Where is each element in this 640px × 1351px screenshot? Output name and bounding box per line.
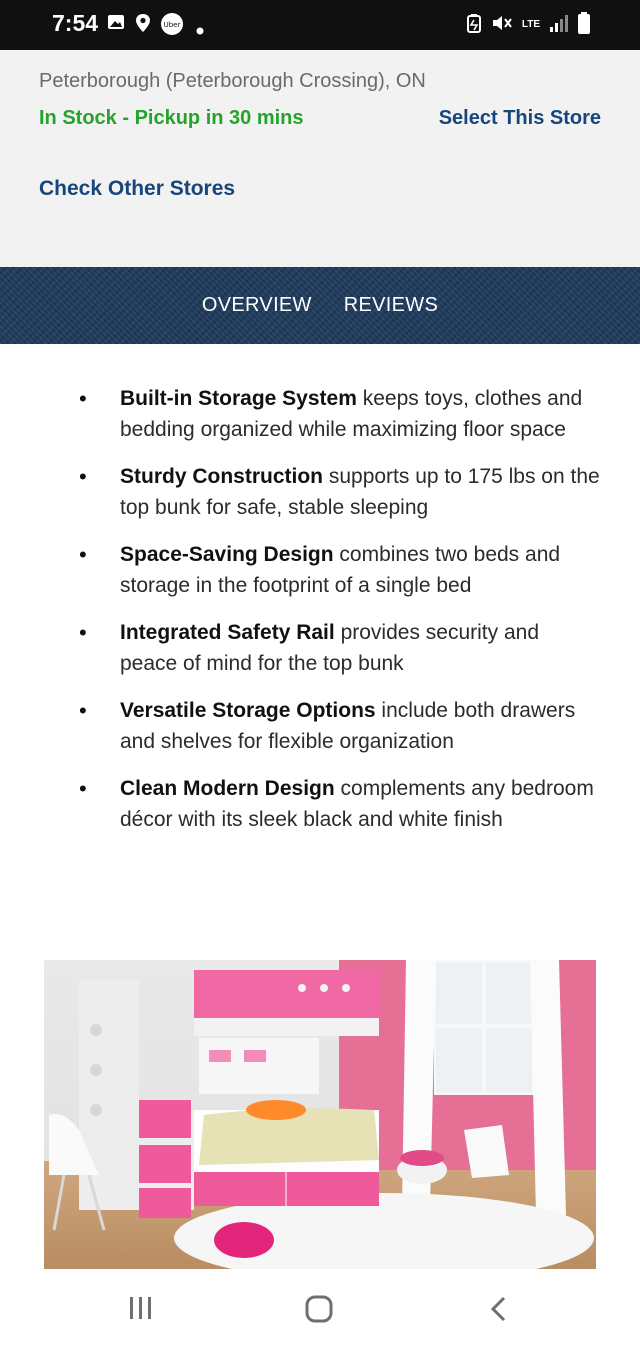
feature-title: Clean Modern Design <box>120 777 335 800</box>
mute-icon <box>491 13 513 37</box>
back-icon[interactable] <box>488 1295 508 1327</box>
lte-icon: LTE <box>521 19 540 30</box>
feature-text: supports up to 175 lbs on the top bunk for safe, stable sleeping <box>120 465 600 519</box>
feature-title: Integrated Safety Rail <box>120 621 335 644</box>
list-item <box>0 383 640 445</box>
product-image <box>44 960 596 1269</box>
select-store-link[interactable]: Select This Store <box>438 107 601 129</box>
uber-app-icon <box>160 12 184 40</box>
recent-apps-icon[interactable] <box>128 1295 154 1325</box>
list-item <box>0 461 640 523</box>
feature-list <box>0 383 640 851</box>
feature-text: include both drawers and shelves for flexible organization <box>120 699 576 753</box>
product-tabs <box>0 267 640 344</box>
feature-text: keeps toys, clothes and bedding organized while maximizing floor space <box>120 387 583 441</box>
tab-overview[interactable]: OVERVIEW <box>201 294 312 316</box>
feature-text: provides security and peace of mind for the top bunk <box>120 621 540 675</box>
signal-icon <box>549 13 569 37</box>
list-item <box>0 617 640 679</box>
system-nav-bar <box>0 1269 640 1351</box>
image-icon <box>107 13 125 35</box>
home-icon[interactable] <box>305 1295 333 1327</box>
feature-title: Versatile Storage Options <box>120 699 376 722</box>
status-time: 7:54 <box>52 10 99 36</box>
store-address: Peterborough (Peterborough Crossing), ON <box>39 70 426 92</box>
battery-icon <box>578 12 590 38</box>
bullet: • <box>79 464 87 489</box>
bunk-bed-illustration <box>44 960 596 1269</box>
list-item <box>0 773 640 835</box>
bullet: • <box>79 698 87 723</box>
feature-text: combines two beds and storage in the footprint of a single bed <box>120 543 561 597</box>
check-other-stores-link[interactable]: Check Other Stores <box>39 177 236 200</box>
uber-icon-label: Uber <box>163 21 181 29</box>
bullet: • <box>79 542 87 567</box>
bullet: • <box>79 620 87 645</box>
feature-title: Built-in Storage System <box>120 387 357 410</box>
store-panel <box>0 50 640 267</box>
status-right-icons <box>466 12 590 38</box>
feature-title: Space-Saving Design <box>120 543 334 566</box>
status-bar <box>0 0 640 50</box>
list-item <box>0 539 640 601</box>
feature-title: Sturdy Construction <box>120 465 323 488</box>
bullet: • <box>79 386 87 411</box>
tab-reviews[interactable]: REVIEWS <box>343 294 439 316</box>
notification-dot-icon <box>196 20 204 39</box>
stock-status: In Stock - Pickup in 30 mins <box>39 107 304 129</box>
battery-saver-icon <box>466 13 482 37</box>
bullet: • <box>79 776 87 801</box>
list-item <box>0 695 640 757</box>
feature-text: complements any bedroom décor with its sleek black and white finish <box>120 777 594 831</box>
location-pin-icon <box>135 13 151 37</box>
